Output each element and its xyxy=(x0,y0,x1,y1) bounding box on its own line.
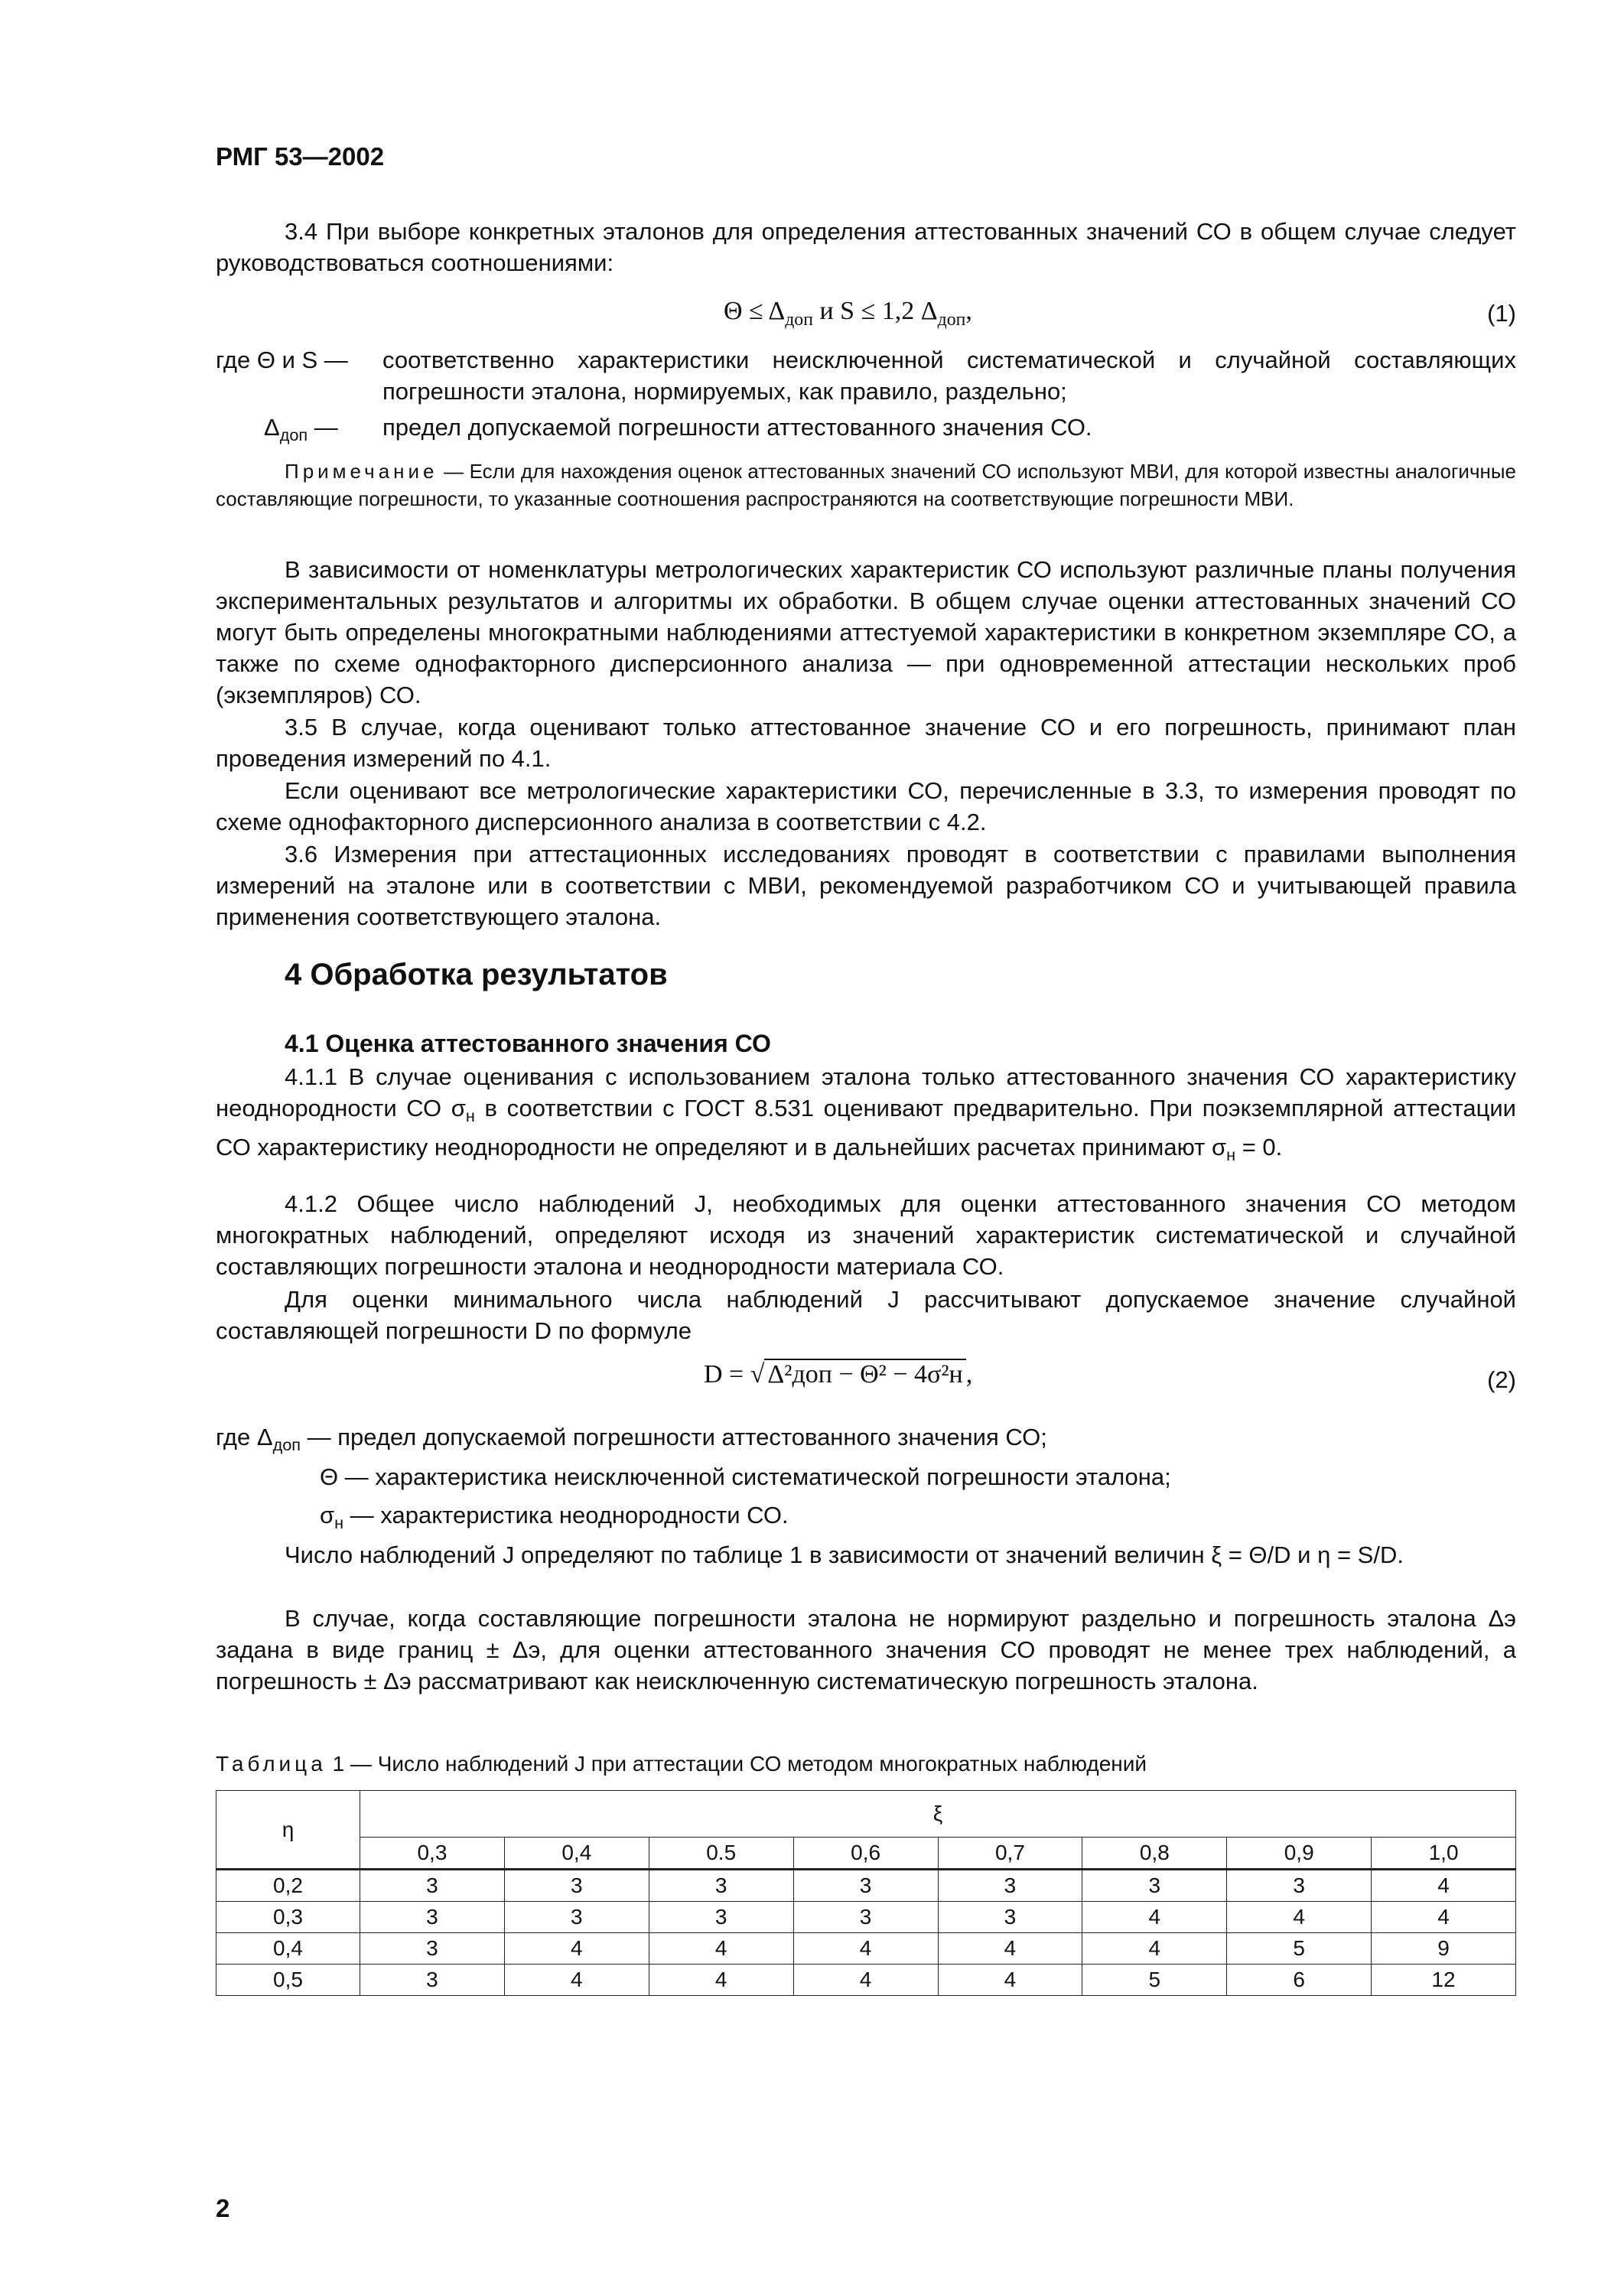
table-cell: 3 xyxy=(793,1902,938,1933)
table-cell: 3 xyxy=(938,1870,1082,1902)
table-cell: 3 xyxy=(649,1870,793,1902)
table-cell: 3 xyxy=(1227,1870,1372,1902)
table-cell: 3 xyxy=(504,1870,649,1902)
table-cell: 3 xyxy=(360,1902,505,1933)
table-cell: 4 xyxy=(649,1965,793,1996)
table-cell: 4 xyxy=(1082,1933,1227,1965)
where-text-1: соответственно характеристики неисключенной систематической и случайной составляющих погрешности эталона, нормируемых, как правило, раздельно; xyxy=(382,347,1516,405)
table-row xyxy=(216,1870,1516,1902)
where-4-2: Θ — характеристика неисключенной систематической погрешности эталона; xyxy=(320,1463,1171,1490)
table-cell: 5 xyxy=(1227,1933,1372,1965)
para-3-5-b: Если оценивают все метрологические характеристики СО, перечисленные в 3.3, то измерения проводят по схеме однофакторного дисперсионного анализа в соответствии с 4.2. xyxy=(216,777,1516,835)
table-cell: 4 xyxy=(1372,1902,1516,1933)
table-cell-eta: 0,3 xyxy=(216,1902,360,1933)
para-4-1-1: 4.1.1 В случае оценивания с использованием эталона только аттестованного значения СО характеристику неоднородности СО $\sigma_н$ в соответствии с ГОСТ 8.531 оценивают предварительно. При поэкземплярной аттестации СО характеристику неоднородности не определяют и в дальнейших расчетах принимают $\sigma_н = 0$. xyxy=(216,1063,1517,1165)
table-cell-eta: 0,2 xyxy=(216,1870,360,1902)
table-col-header: 0,8 xyxy=(1082,1838,1227,1870)
where-4-1: где $\Delta_{доп}$ — предел допускаемой погрешности аттестованного значения СО; xyxy=(216,1424,1047,1455)
subsection-4-1-title: 4.1 Оценка аттестованного значения СО xyxy=(285,1030,771,1057)
table-row xyxy=(216,1933,1516,1965)
where-text-2: предел допускаемой погрешности аттестованного значения СО. xyxy=(382,414,1092,441)
section-4-title: 4 Обработка результатов xyxy=(285,958,668,991)
table-cell-eta: 0,4 xyxy=(216,1933,360,1965)
table-cell: 4 xyxy=(504,1933,649,1965)
table-col-header: 0,6 xyxy=(793,1838,938,1870)
table-cell: 3 xyxy=(938,1902,1082,1933)
where-term-2: $\Delta_{доп}$ — xyxy=(264,414,338,445)
para-case: В случае, когда составляющие погрешности эталона не нормируют раздельно и погрешность эталона Δэ задана в виде границ ± Δэ, для оценки аттестованного значения СО проводят не менее трех наблюдений, а погрешность ± Δэ рассматривают как неисключенную систематическую погрешность эталона. xyxy=(216,1605,1516,1694)
table-cell: 4 xyxy=(1227,1902,1372,1933)
note xyxy=(216,457,1516,513)
table-cell: 5 xyxy=(1082,1965,1227,1996)
table-1 xyxy=(216,1790,1516,1996)
page-number: 2 xyxy=(216,2194,230,2222)
table-cell: 3 xyxy=(360,1965,505,1996)
equation-number-2: (2) xyxy=(1487,1366,1516,1393)
table-col-header: 0,9 xyxy=(1227,1838,1372,1870)
equation-number-1: (1) xyxy=(1487,300,1516,327)
table-row xyxy=(216,1965,1516,1996)
table-cell: 3 xyxy=(504,1902,649,1933)
table-cell: 4 xyxy=(793,1965,938,1996)
para-number-observations: Число наблюдений J определяют по таблице 1 в зависимости от значений величин ξ = Θ/D и η = S/D. xyxy=(285,1541,1404,1568)
table-cell: 9 xyxy=(1372,1933,1516,1965)
formula-2: D = √ Δ²доп − Θ² − 4σ²н , xyxy=(704,1360,973,1388)
note-text: — Если для нахождения оценок аттестованных значений СО используют МВИ, для которой известны аналогичные составляющие погрешности, то указанные соотношения распространяются на соответствующие погрешности МВИ. xyxy=(216,460,1516,510)
table-cell: 4 xyxy=(1082,1902,1227,1933)
table-col-header: 1,0 xyxy=(1372,1838,1516,1870)
where-4-3: $\sigma_н$ — характеристика неоднородности СО. xyxy=(320,1502,789,1533)
table-cell: 3 xyxy=(360,1870,505,1902)
formula-1: $\Theta \le \Delta_{доп}$ и S ≤ 1,2 $\Delta_{доп}$, xyxy=(724,297,972,330)
table-cell: 4 xyxy=(938,1965,1082,1996)
document-id: РМГ 53—2002 xyxy=(216,142,385,171)
para-3-6: 3.6 Измерения при аттестационных исследованиях проводят в соответствии с правилами выполнения измерений на эталоне или в соответствии с МВИ, рекомендуемой разработчиком СО и учитывающей правила применения соответствующего эталона. xyxy=(216,841,1516,930)
table-cell-eta: 0,5 xyxy=(216,1965,360,1996)
table-row xyxy=(216,1902,1516,1933)
table-cell: 4 xyxy=(1372,1870,1516,1902)
table-cell: 3 xyxy=(1082,1870,1227,1902)
where-term-1: где Θ и S — xyxy=(216,347,348,373)
table-col-header: 0,4 xyxy=(504,1838,649,1870)
table-cell: 4 xyxy=(504,1965,649,1996)
table-cell: 4 xyxy=(938,1933,1082,1965)
para-3-5: 3.5 В случае, когда оценивают только аттестованное значение СО и его погрешность, принимают план проведения измерений по 4.1. xyxy=(216,714,1516,772)
table-col-group-xi: ξ xyxy=(360,1791,1516,1838)
table-col-header: 0,7 xyxy=(938,1838,1082,1870)
table-header-row xyxy=(216,1838,1516,1870)
table-caption: Таблица 1 — Число наблюдений J при аттестации СО методом многократных наблюдений xyxy=(216,1752,1147,1776)
table-col-header: 0.5 xyxy=(649,1838,793,1870)
table-cell: 3 xyxy=(360,1933,505,1965)
table-cell: 4 xyxy=(649,1933,793,1965)
para-4-1-2: 4.1.2 Общее число наблюдений J, необходимых для оценки аттестованного значения СО методом многократных наблюдений, определяют исходя из значений характеристик систематической и случайной составляющих погрешности эталона и неоднородности материала СО. xyxy=(216,1190,1516,1280)
table-cell: 3 xyxy=(793,1870,938,1902)
table-cell: 3 xyxy=(649,1902,793,1933)
table-cell: 4 xyxy=(793,1933,938,1965)
table-cell: 6 xyxy=(1227,1965,1372,1996)
table-row-header-eta: η xyxy=(216,1791,360,1870)
note-label: Примечание xyxy=(285,460,438,483)
para-3-4-intro: 3.4 При выборе конкретных эталонов для определения аттестованных значений СО в общем случае следует руководствоваться соотношениями: xyxy=(216,218,1516,276)
table-cell: 12 xyxy=(1372,1965,1516,1996)
para-dependence: В зависимости от номенклатуры метрологических характеристик СО используют различные планы получения экспериментальных результатов и алгоритмы их обработки. В общем случае оценки аттестованных значений СО могут быть определены многократными наблюдениями аттестуемой характеристики в конкретном экземпляре СО, а также по схеме однофакторного дисперсионного анализа — при одновременной аттестации нескольких проб (экземпляров) СО. xyxy=(216,556,1516,708)
table-col-header: 0,3 xyxy=(360,1838,505,1870)
para-min-observations: Для оценки минимального числа наблюдений J рассчитывают допускаемое значение случайной составляющей погрешности D по формуле xyxy=(216,1286,1516,1344)
